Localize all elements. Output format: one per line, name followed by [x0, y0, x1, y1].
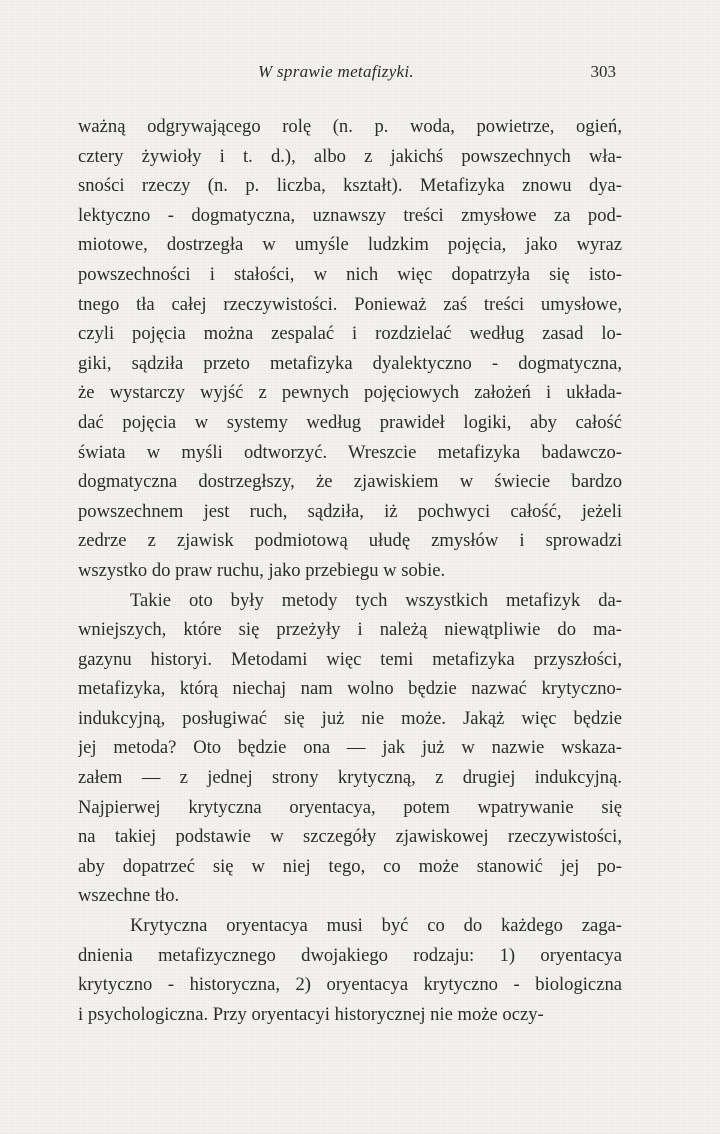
text-line: powszechnem jest ruch, sądziła, iż pochwyci całość, jeżeli [78, 500, 622, 522]
text-line: cztery żywioły i t. d.), albo z jakichś powszechnych wła- [78, 145, 622, 167]
page-header [78, 62, 618, 86]
text-line: Takie oto były metody tych wszystkich metafizyk da- [130, 589, 622, 611]
text-line: wszechne tło. [78, 885, 180, 907]
text-line: czyli pojęcia można zespalać i rozdzielać według zasad lo- [78, 323, 622, 345]
text-line: giki, sądziła przeto metafizyka dyalektyczno - dogmatyczna, [78, 352, 622, 374]
text-line: dać pojęcia w systemy według prawideł logiki, aby całość [78, 411, 622, 433]
text-line: wszystko do praw ruchu, jako przebiegu w sobie. [78, 559, 446, 581]
body-text [78, 112, 622, 1029]
paragraph [78, 586, 622, 912]
text-line: metafizyka, którą niechaj nam wolno będzie nazwać krytyczno- [78, 678, 622, 700]
text-line: Najpierwej krytyczna oryentacya, potem wpatrywanie się [78, 796, 622, 818]
text-line: wniejszych, które się przeżyły i należą niewątpliwie do ma- [78, 619, 622, 641]
text-line: tnego tła całej rzeczywistości. Ponieważ zaś treści umysłowe, [78, 293, 622, 315]
paragraph [78, 112, 622, 586]
text-line: krytyczno - historyczna, 2) oryentacya krytyczno - biologiczna [78, 974, 622, 996]
text-line: świata w myśli odtworzyć. Wreszcie metafizyka badawczo- [78, 441, 622, 463]
text-line: ważną odgrywającego rolę (n. p. woda, powietrze, ogień, [78, 116, 622, 137]
text-line: dnienia metafizycznego dwojakiego rodzaju: 1) oryentacya [78, 944, 622, 966]
text-line: jej metoda? Oto będzie ona — jak już w nazwie wskaza- [78, 737, 622, 759]
running-title: W sprawie metafizyki. [258, 62, 414, 81]
text-line: lektyczno - dogmatyczna, uznawszy treści zmysłowe za pod- [78, 204, 622, 226]
text-line: powszechności i stałości, w nich więc dopatrzyła się isto- [78, 263, 622, 285]
text-line: dogmatyczna dostrzegłszy, że zjawiskiem w świecie bardzo [78, 471, 622, 493]
text-line: załem — z jednej strony krytyczną, z drugiej indukcyjną. [78, 767, 622, 789]
text-line: aby dopatrzeć się w niej tego, co może stanowić jej po- [78, 855, 622, 877]
text-line: gazynu historyi. Metodami więc temi metafizyka przyszłości, [78, 648, 622, 670]
text-line: zedrze z zjawisk podmiotową ułudę zmysłów i sprowadzi [78, 530, 622, 552]
text-line: że wystarczy wyjść z pewnych pojęciowych założeń i układa- [78, 382, 622, 404]
text-line: Krytyczna oryentacya musi być co do każdego zaga- [130, 915, 622, 937]
text-line: indukcyjną, posługiwać się już nie może. Jakąż więc będzie [78, 707, 622, 729]
text-line: i psychologiczna. Przy oryentacyi historycznej nie może oczy- [78, 1003, 544, 1025]
paragraph [78, 911, 622, 1029]
page-number: 303 [590, 62, 616, 81]
text-line: miotowe, dostrzegła w umyśle ludzkim pojęcia, jako wyraz [78, 234, 622, 256]
text-line: na takiej podstawie w szczegóły zjawiskowej rzeczywistości, [78, 826, 622, 848]
text-line: sności rzeczy (n. p. liczba, kształt). Metafizyka znowu dya- [78, 175, 622, 197]
